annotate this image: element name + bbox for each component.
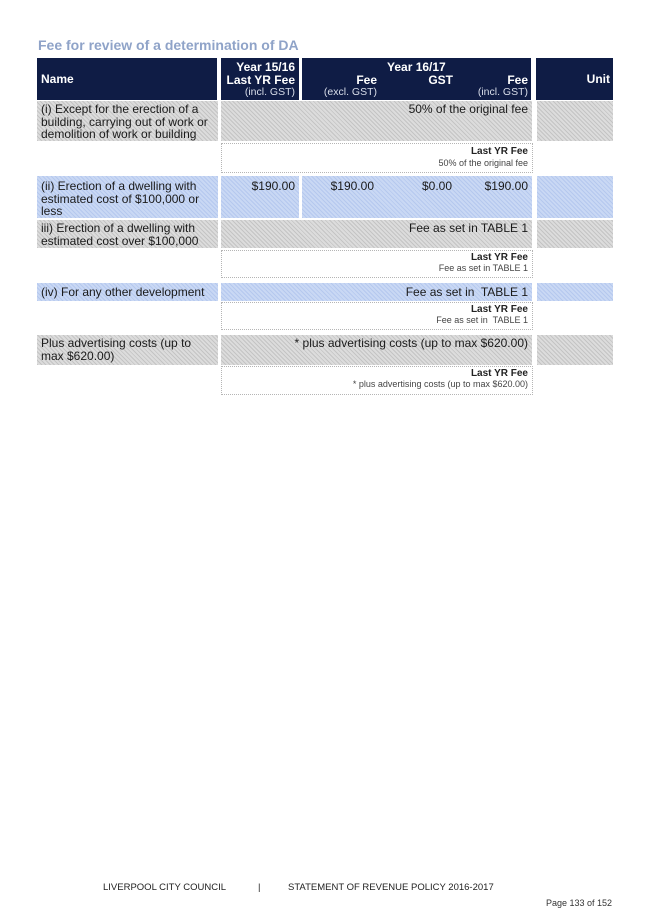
header-excl-gst: (excl. GST)	[323, 86, 377, 98]
row1-lyr-value: 50% of the original fee	[438, 158, 528, 168]
header-fee-incl: Fee	[507, 73, 528, 87]
row3-lyr-label: Last YR Fee	[470, 252, 528, 263]
row3-fee-text: Fee as set in TABLE 1	[409, 221, 528, 235]
row4-fee-text: Fee as set in TABLE 1	[405, 285, 528, 299]
header-year1516: Year 15/16	[236, 60, 295, 74]
page-number: Page 133 of 152	[545, 898, 612, 908]
row1-lyr-label: Last YR Fee	[470, 146, 528, 157]
row5-fee-text: * plus advertising costs (up to max $620.00)	[294, 336, 528, 350]
row2-fee-incl: $190.00	[484, 179, 528, 193]
row3-lyr-value: Fee as set in TABLE 1	[438, 263, 528, 273]
row1-fee-text: 50% of the original fee	[408, 102, 528, 116]
row3-name: iii) Erection of a dwelling with estimated cost over $100,000	[41, 221, 199, 248]
header-fee: Fee	[356, 73, 377, 87]
header-gst: GST	[428, 73, 453, 87]
row4-lyr-label: Last YR Fee	[470, 304, 528, 315]
row4-lyr-value: Fee as set in TABLE 1	[436, 315, 528, 325]
header-incl-gst-2: (incl. GST)	[477, 86, 528, 98]
header-unit-cell	[536, 58, 613, 100]
header-incl-gst: (incl. GST)	[244, 86, 295, 98]
footer-separator: |	[258, 882, 261, 893]
row2-gst: $0.00	[421, 179, 452, 193]
row1-name: (i) Except for the erection of a building, carrying out of work or demolition of work or building	[41, 102, 208, 141]
row1-unit-bg	[537, 101, 613, 141]
header-name: Name	[41, 72, 74, 86]
row5-name: Plus advertising costs (up to max $620.00)	[41, 336, 192, 363]
footer-council: LIVERPOOL CITY COUNCIL	[103, 882, 227, 893]
page-title: Fee for review of a determination of DA	[38, 37, 299, 53]
row2-fee: $190.00	[330, 179, 374, 193]
header-year1617-cell	[302, 58, 531, 100]
header-name-cell	[37, 58, 217, 100]
row5-lyr-value: * plus advertising costs (up to max $620.00)	[352, 379, 528, 389]
row5-unit-bg	[537, 335, 613, 365]
header-unit: Unit	[586, 72, 610, 86]
header-last-yr-fee: Last YR Fee	[226, 73, 295, 87]
header-year1617: Year 16/17	[387, 60, 446, 74]
row4-unit-bg	[537, 283, 613, 301]
row5-lyr-label: Last YR Fee	[470, 368, 528, 379]
header-year1516-cell	[221, 58, 299, 100]
row3-unit-bg	[537, 220, 613, 248]
row2-last-yr: $190.00	[251, 179, 295, 193]
row2-name: (ii) Erection of a dwelling with estimated cost of $100,000 or less	[41, 179, 200, 218]
row4-name: (iv) For any other development	[41, 285, 205, 299]
row2-unit-bg	[537, 176, 613, 218]
footer-doc-title: STATEMENT OF REVENUE POLICY 2016-2017	[288, 882, 494, 893]
